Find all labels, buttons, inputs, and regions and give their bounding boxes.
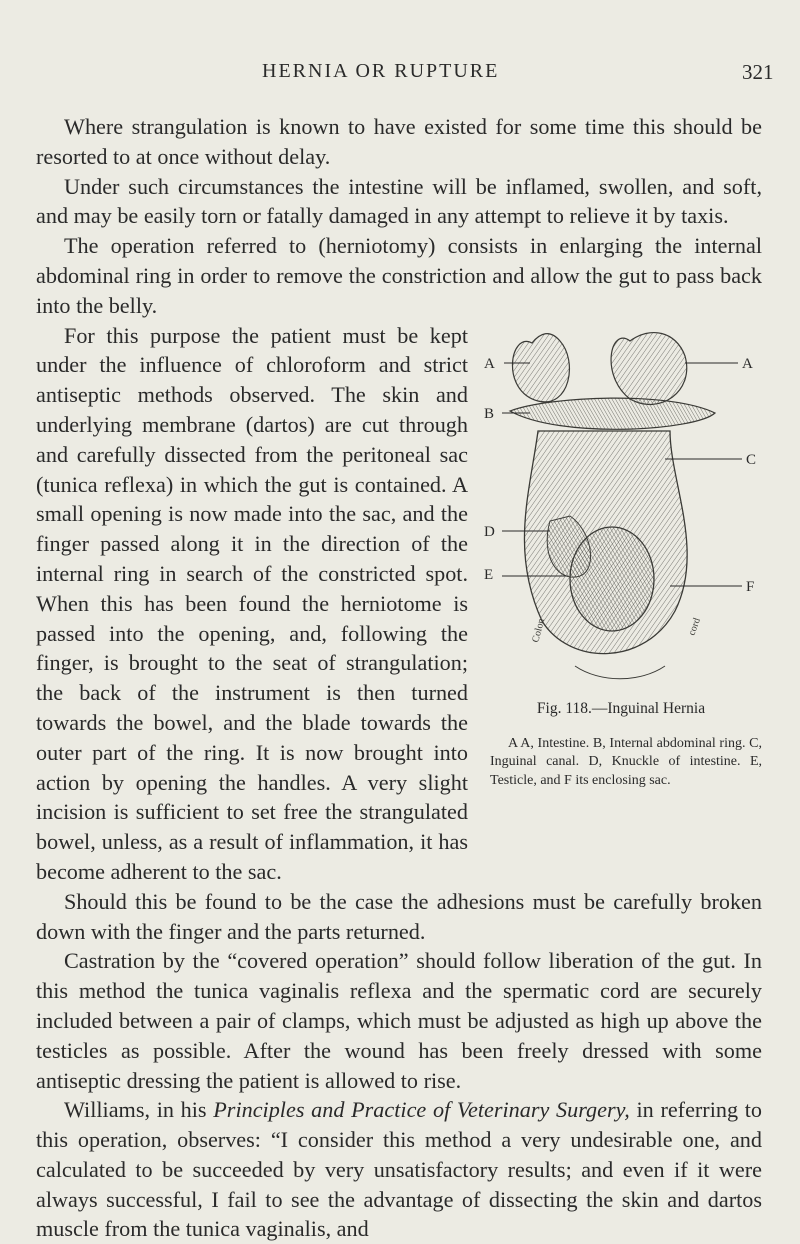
paragraph: Where strangulation is known to have existed for some time this should be resorted to at once without delay. [36, 114, 762, 169]
hernia-illustration [480, 321, 762, 691]
fig-label-f: F [746, 578, 755, 595]
fig-label-a-left: A [484, 355, 495, 372]
paragraph: Castration by the “covered operation” should follow liberation of the gut. In this method the tunica vaginalis reflexa and the spermatic cord are securely included between a pair of clamps, which must be adjusted as high up above the testicles as possible. After the wound has been freely dressed with some antiseptic dressing the patient is allowed to rise. [36, 948, 762, 1093]
paragraph: Should this be found to be the case the adhesions must be carefully broken down with the finger and the parts returned. [36, 888, 762, 944]
figure-caption-title: Fig. 118.—Inguinal Hernia [536, 699, 706, 717]
fig-label-cord: cord [686, 616, 703, 637]
fig-label-colon: Colon [530, 616, 548, 644]
page-number: 321 [742, 60, 774, 84]
paragraph [36, 1095, 762, 1244]
running-head: HERNIA OR RUPTURE [262, 60, 500, 82]
paragraph-text: in referring to this operation, observes: “I consider this method a very undesirable one, and calculated to be succeeded by very unsatisfactory results; and even if it were always successful, I fail to see the advantage of dissecting the skin and dartos muscle from the tunica vaginalis, and [36, 1097, 763, 1242]
figure-caption-key: A A, Intestine. B, Internal abdominal ring. C, Inguinal canal. D, Knuckle of intestine. E, Testicle, and F its enclosing sac. [490, 735, 762, 788]
paragraph: Under such circumstances the intestine will be inflamed, swollen, and soft, and may be easily torn or fatally damaged in any attempt to relieve it by taxis. [36, 173, 762, 229]
figure-inguinal-hernia [480, 321, 762, 831]
body-text [36, 112, 762, 1244]
paragraph: The operation referred to (herniotomy) consists in enlarging the internal abdominal ring in order to remove the constriction and allow the gut to pass back into the belly. [36, 233, 762, 318]
fig-label-d: D [484, 523, 495, 540]
fig-label-c: C [746, 451, 757, 468]
fig-label-b: B [484, 405, 495, 422]
fig-label-e: E [484, 566, 494, 583]
page-header [0, 60, 800, 90]
paragraph: For this purpose the patient must be kept under the influence of chloroform and strict antiseptic methods observed. The skin and underlying membrane (dartos) are cut through and carefully dissected from the peritoneal sac (tunica reflexa) in which the gut is contained. A small opening is now made into the sac, and the finger passed along it in the direction of the internal ring in search of the constricted spot. When this has been found the herniotome is passed into the opening, and, following the finger, is brought to the seat of strangulation; the back of the instrument is then turned towards the bowel, and the blade towards the outer part of the ring. It is now brought into action by opening the handles. A very slight incision is sufficient to set free the strangulated bowel, unless, as a result of inflammation, it has become adherent to the sac. [36, 322, 468, 884]
fig-label-a-right: A [742, 355, 753, 372]
paragraph-text: Williams, in his [64, 1097, 214, 1123]
book-title: Principles and Practice of Veterinary Surgery, [213, 1097, 630, 1123]
